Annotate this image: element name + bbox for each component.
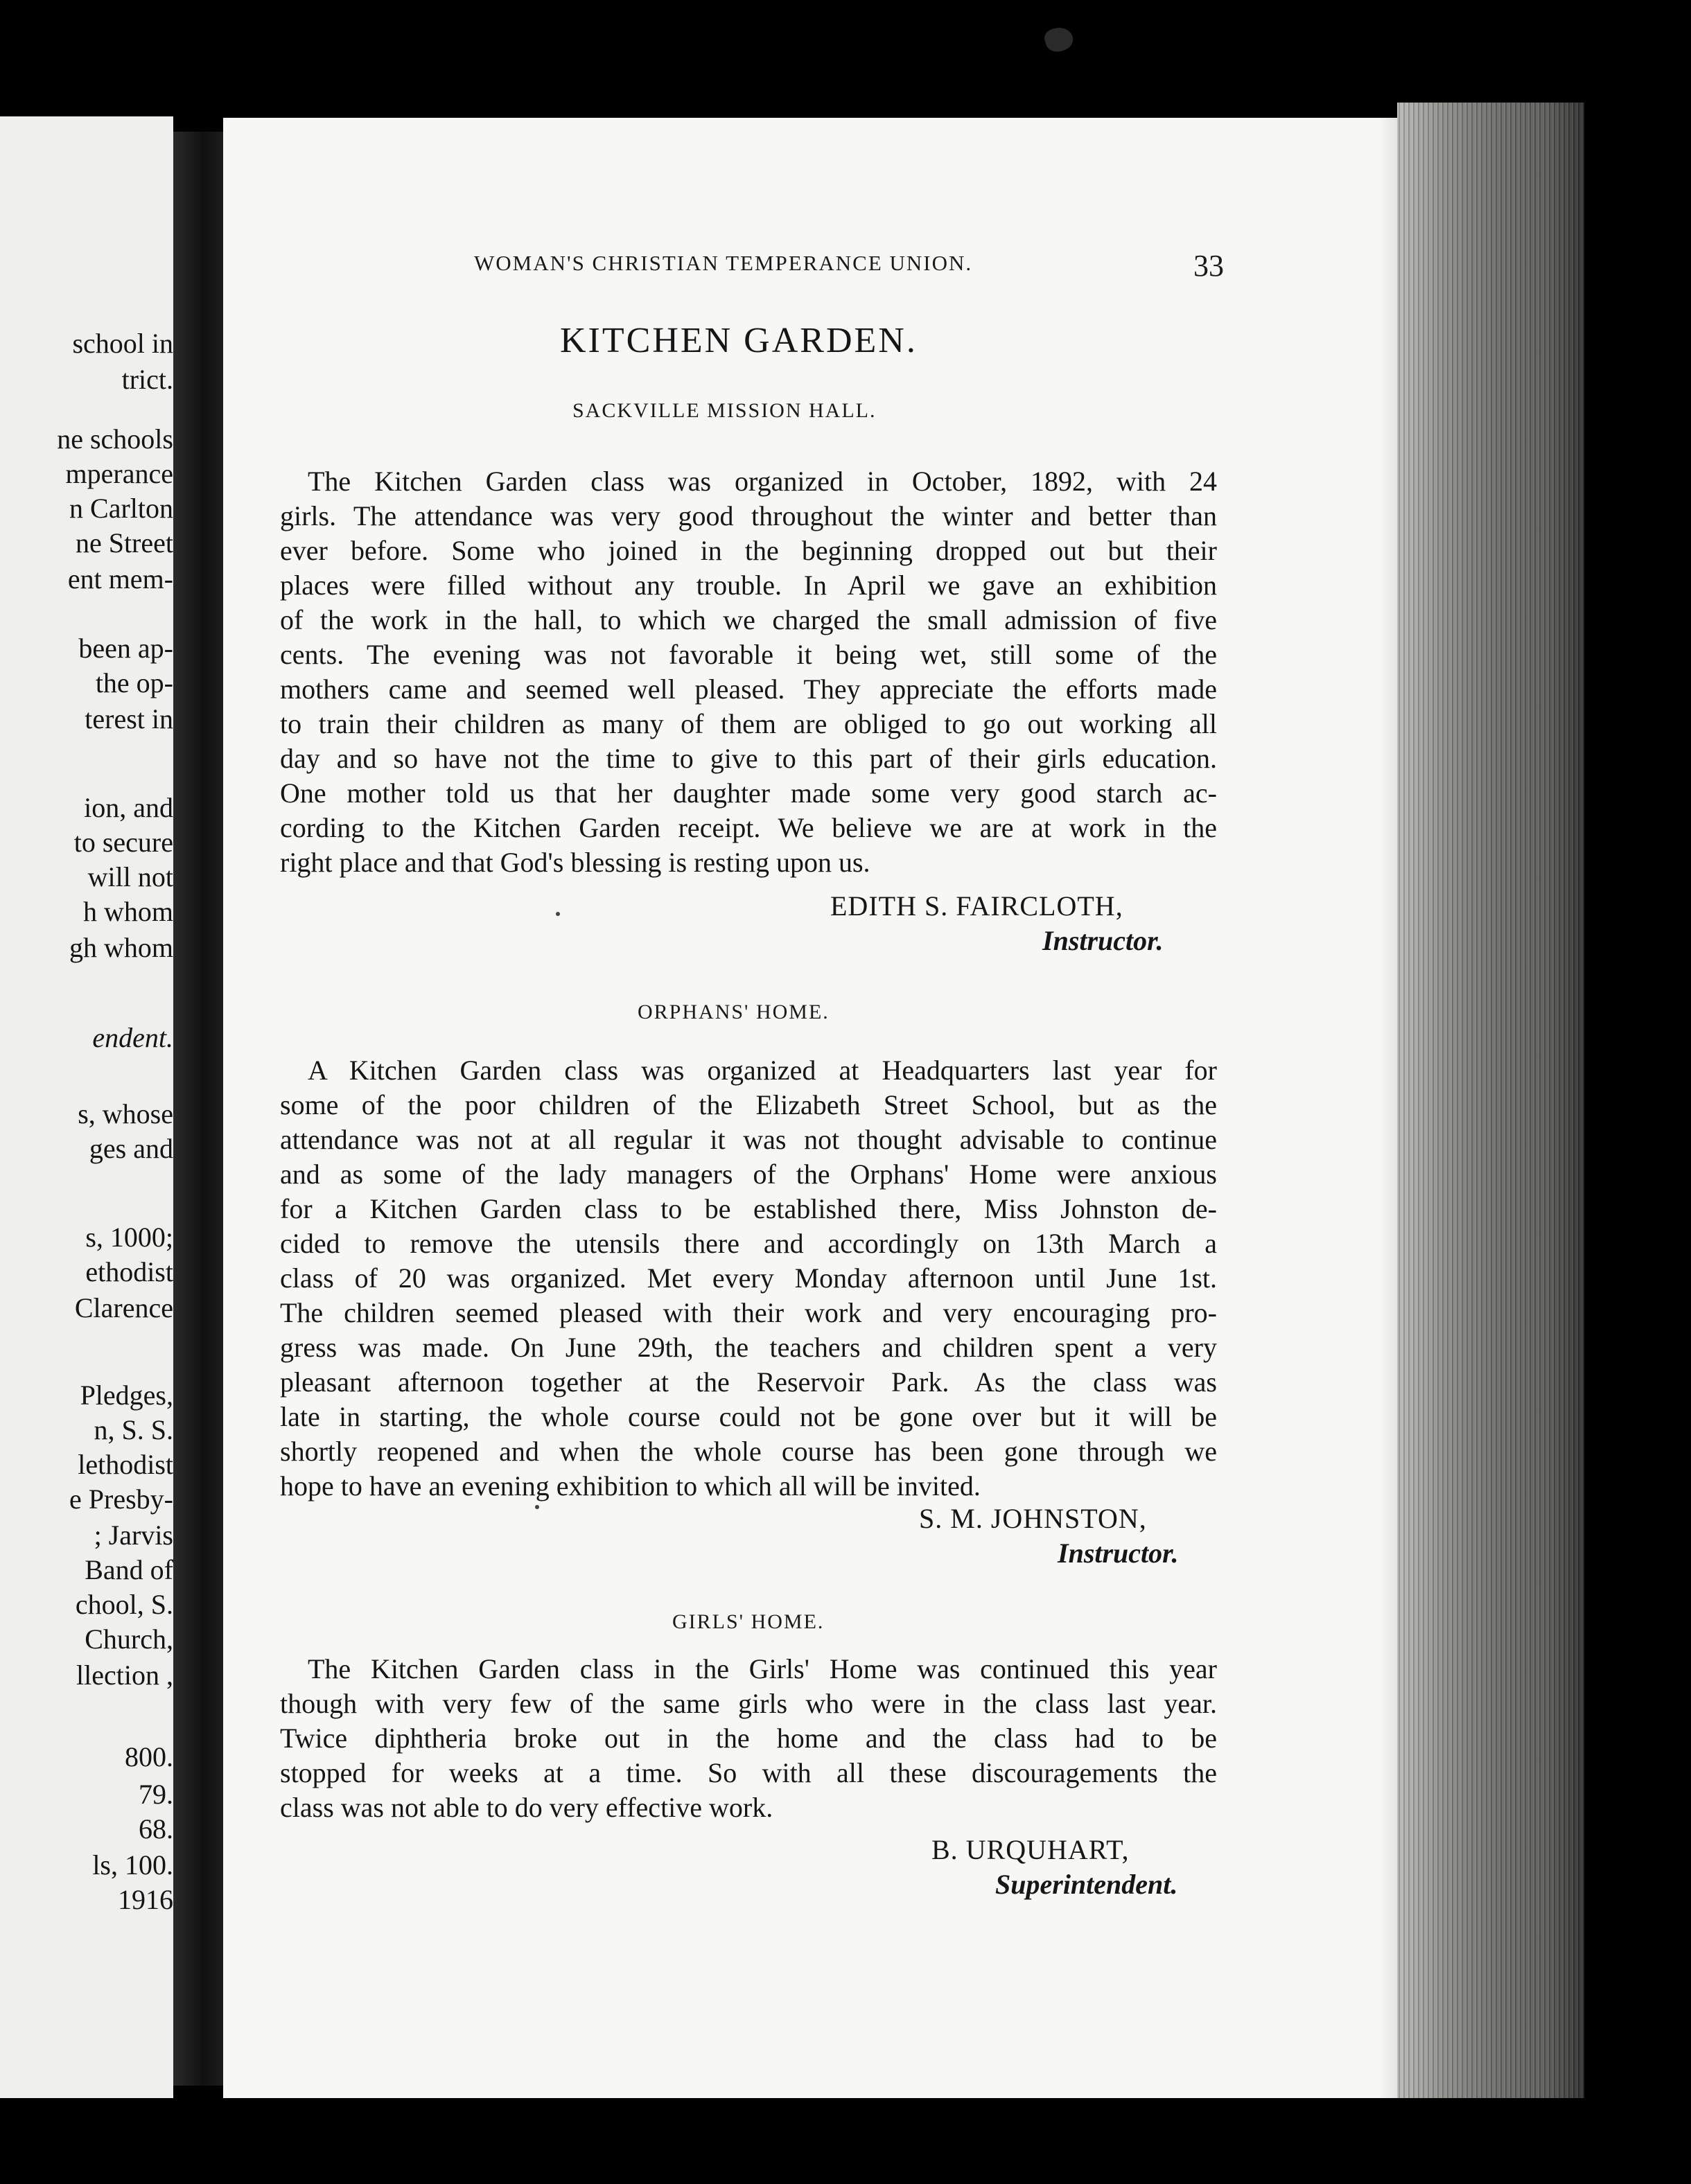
text-line: The Kitchen Garden class was organized in October, 1892, with 24 <box>308 466 1217 497</box>
facing-page-line: n Carlton <box>69 493 173 524</box>
text-line: The children seemed pleased with their work and very encouraging pro- <box>280 1297 1217 1328</box>
page-title: KITCHEN GARDEN. <box>560 321 918 360</box>
text-line: ever before. Some who joined in the beginning dropped out but their <box>280 535 1217 566</box>
facing-page-line: endent. <box>92 1022 173 1053</box>
running-head: WOMAN'S CHRISTIAN TEMPERANCE UNION. <box>474 251 973 275</box>
facing-page-line: ethodist <box>85 1256 173 1287</box>
text-line: cording to the Kitchen Garden receipt. We believe we are at work in the <box>280 812 1217 843</box>
facing-page-line: ion, and <box>84 792 173 823</box>
facing-page-line: school in <box>72 328 173 359</box>
text-line: One mother told us that her daughter made some very good starch ac- <box>280 777 1217 809</box>
facing-page-line: terest in <box>85 703 173 734</box>
text-line: class was not able to do very effective work. <box>280 1792 773 1823</box>
ink-speck <box>556 912 560 916</box>
signature-title: Superintendent. <box>995 1869 1178 1900</box>
text-line: A Kitchen Garden class was organized at Headquarters last year for <box>308 1055 1217 1086</box>
facing-page-line: Clarence <box>74 1292 173 1323</box>
facing-page-line: mperance <box>65 458 173 489</box>
text-line: attendance was not at all regular it was not thought advisable to continue <box>280 1124 1217 1155</box>
facing-page-line: ent mem- <box>67 563 173 595</box>
text-line: gress was made. On June 29th, the teachers and children spent a very <box>280 1332 1217 1363</box>
facing-page-line: ls, 100. <box>92 1849 173 1881</box>
ink-speck <box>535 1505 539 1509</box>
facing-page-line: ; Jarvis <box>94 1520 173 1551</box>
signature-name: B. URQUHART, <box>931 1834 1130 1865</box>
facing-page-line: chool, S. <box>75 1589 173 1620</box>
signature-name: EDITH S. FAIRCLOTH, <box>830 890 1123 922</box>
facing-page-line: 68. <box>139 1813 173 1844</box>
signature-name: S. M. JOHNSTON, <box>919 1503 1147 1534</box>
facing-page-line: llection , <box>76 1659 173 1691</box>
signature-title: Instructor. <box>1042 925 1164 956</box>
text-line: cided to remove the utensils there and accordingly on 13th March a <box>280 1228 1217 1259</box>
text-line: though with very few of the same girls who were in the class last year. <box>280 1688 1217 1719</box>
facing-page-line: h whom <box>83 896 173 927</box>
paragraph-sackville <box>280 464 1217 880</box>
facing-page-line: been ap- <box>78 633 173 664</box>
facing-page-line: Church, <box>85 1623 173 1655</box>
facing-page-fragment <box>0 116 173 2098</box>
facing-page-line: lethodist <box>78 1449 173 1480</box>
text-line: mothers came and seemed well pleased. They appreciate the efforts made <box>280 673 1217 705</box>
text-line: late in starting, the whole course could not be gone over but it will be <box>280 1401 1217 1432</box>
section-heading-orphans: ORPHANS' HOME. <box>638 1001 830 1023</box>
facing-page-line: the op- <box>95 667 173 698</box>
text-line: for a Kitchen Garden class to be established there, Miss Johnston de- <box>280 1193 1217 1224</box>
text-line: day and so have not the time to give to this part of their girls education. <box>280 743 1217 774</box>
paragraph-girls <box>280 1652 1217 1825</box>
facing-page-line: s, whose <box>78 1098 173 1129</box>
facing-page-line: trict. <box>121 364 173 395</box>
text-line: cents. The evening was not favorable it being wet, still some of the <box>280 639 1217 670</box>
text-line: places were filled without any trouble. In April we gave an exhibition <box>280 570 1217 601</box>
text-line: The Kitchen Garden class in the Girls' Home was continued this year <box>308 1653 1217 1684</box>
text-line: of the work in the hall, to which we charged the small admission of five <box>280 604 1217 635</box>
text-line: girls. The attendance was very good throughout the winter and better than <box>280 500 1217 531</box>
text-line: pleasant afternoon together at the Reservoir Park. As the class was <box>280 1366 1217 1398</box>
text-line: hope to have an evening exhibition to which all will be invited. <box>280 1470 981 1502</box>
facing-page-line: Pledges, <box>80 1380 173 1411</box>
facing-page-line: 79. <box>139 1779 173 1810</box>
paragraph-orphans <box>280 1053 1217 1504</box>
facing-page-line: s, 1000; <box>85 1222 173 1253</box>
page-number: 33 <box>1193 249 1224 283</box>
section-heading-girls: GIRLS' HOME. <box>672 1610 825 1633</box>
facing-page-line: 1916 <box>118 1884 173 1915</box>
text-line: shortly reopened and when the whole course has been gone through we <box>280 1436 1217 1467</box>
facing-page-line: Band of <box>85 1554 173 1585</box>
facing-page-line: e Presby- <box>69 1483 173 1515</box>
book-fore-edge <box>1397 103 1584 2098</box>
text-line: and as some of the lady managers of the Orphans' Home were anxious <box>280 1159 1217 1190</box>
facing-page-line: n, S. S. <box>94 1414 173 1445</box>
text-line: class of 20 was organized. Met every Monday afternoon until June 1st. <box>280 1262 1217 1294</box>
scan-mark <box>1042 24 1075 54</box>
text-line: Twice diphtheria broke out in the home and the class had to be <box>280 1723 1217 1754</box>
facing-page-line: 800. <box>125 1741 173 1772</box>
signature-title: Instructor. <box>1058 1538 1179 1569</box>
text-line: right place and that God's blessing is resting upon us. <box>280 847 870 878</box>
facing-page-line: ges and <box>89 1133 173 1164</box>
text-line: stopped for weeks at a time. So with all these discouragements the <box>280 1757 1217 1788</box>
facing-page-line: ne schools <box>57 423 173 455</box>
book-gutter <box>173 132 223 2086</box>
facing-page-line: will not <box>87 861 173 892</box>
facing-page-line: ne Street <box>75 527 173 558</box>
text-line: some of the poor children of the Elizabeth Street School, but as the <box>280 1089 1217 1120</box>
section-heading-sackville: SACKVILLE MISSION HALL. <box>572 399 877 422</box>
text-line: to train their children as many of them are obliged to go out working all <box>280 708 1217 739</box>
facing-page-line: gh whom <box>69 932 173 963</box>
facing-page-line: to secure <box>73 827 173 858</box>
